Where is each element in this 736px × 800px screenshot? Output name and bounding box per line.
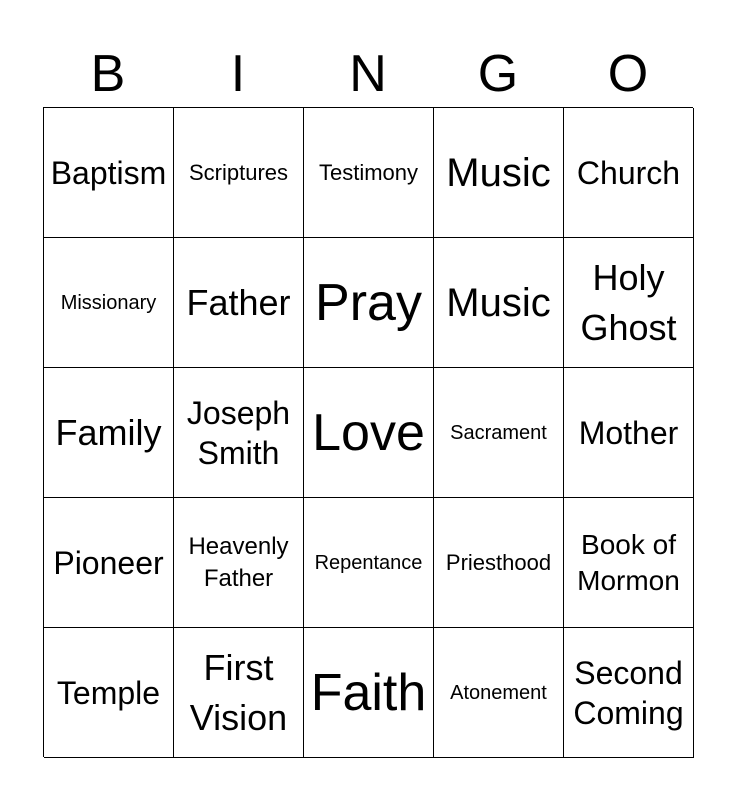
cell-label: Heavenly Father xyxy=(188,532,289,592)
bingo-cell[interactable] xyxy=(434,238,564,368)
cell-label: Book of Mormon xyxy=(577,528,680,596)
bingo-cell[interactable] xyxy=(304,628,434,758)
cell-label: Music xyxy=(446,150,551,195)
header-letter-g: G xyxy=(477,45,519,103)
header-letter-o: O xyxy=(607,45,649,103)
bingo-cell[interactable] xyxy=(434,498,564,628)
bingo-cell[interactable] xyxy=(44,368,174,498)
bingo-cell[interactable] xyxy=(304,238,434,368)
bingo-cell[interactable] xyxy=(174,498,304,628)
cell-label: Temple xyxy=(56,674,161,711)
cell-label: Family xyxy=(55,411,162,453)
cell-label: Baptism xyxy=(50,154,167,191)
cell-label: Pioneer xyxy=(53,544,164,581)
bingo-cell[interactable] xyxy=(304,368,434,498)
cell-label: Priesthood xyxy=(445,549,552,575)
cell-label: Love xyxy=(312,403,425,462)
bingo-cell[interactable] xyxy=(304,108,434,238)
bingo-cell[interactable] xyxy=(44,108,174,238)
bingo-cell[interactable] xyxy=(564,628,694,758)
cell-label: First Vision xyxy=(189,646,288,738)
bingo-cell[interactable] xyxy=(564,108,694,238)
bingo-header xyxy=(43,44,693,104)
bingo-cell[interactable] xyxy=(174,238,304,368)
bingo-cell[interactable] xyxy=(44,628,174,758)
cell-label: Atonement xyxy=(450,681,547,704)
cell-label: Second Coming xyxy=(573,654,684,731)
cell-label: Holy Ghost xyxy=(580,256,677,348)
bingo-board xyxy=(43,107,693,757)
bingo-cell[interactable] xyxy=(434,368,564,498)
bingo-cell[interactable] xyxy=(44,238,174,368)
cell-label: Faith xyxy=(310,663,427,722)
header-letter-n: N xyxy=(349,45,387,103)
bingo-cell[interactable] xyxy=(304,498,434,628)
bingo-cell[interactable] xyxy=(434,108,564,238)
cell-label: Father xyxy=(186,281,291,323)
cell-label: Mother xyxy=(578,414,679,451)
bingo-cell[interactable] xyxy=(564,238,694,368)
cell-label: Pray xyxy=(315,273,422,332)
header-letter-b: B xyxy=(90,45,126,103)
cell-label: Music xyxy=(446,280,551,325)
cell-label: Repentance xyxy=(314,551,423,574)
bingo-cell[interactable] xyxy=(174,108,304,238)
bingo-cell[interactable] xyxy=(434,628,564,758)
cell-label: Joseph Smith xyxy=(186,394,291,471)
cell-label: Missionary xyxy=(60,291,157,314)
cell-label: Sacrament xyxy=(450,421,547,444)
bingo-cell[interactable] xyxy=(174,368,304,498)
cell-label: Scriptures xyxy=(188,159,289,185)
bingo-cell[interactable] xyxy=(174,628,304,758)
header-letter-i: I xyxy=(230,45,246,103)
bingo-cell[interactable] xyxy=(564,368,694,498)
bingo-cell[interactable] xyxy=(564,498,694,628)
cell-label: Church xyxy=(576,154,681,191)
cell-label: Testimony xyxy=(318,159,419,185)
bingo-cell[interactable] xyxy=(44,498,174,628)
